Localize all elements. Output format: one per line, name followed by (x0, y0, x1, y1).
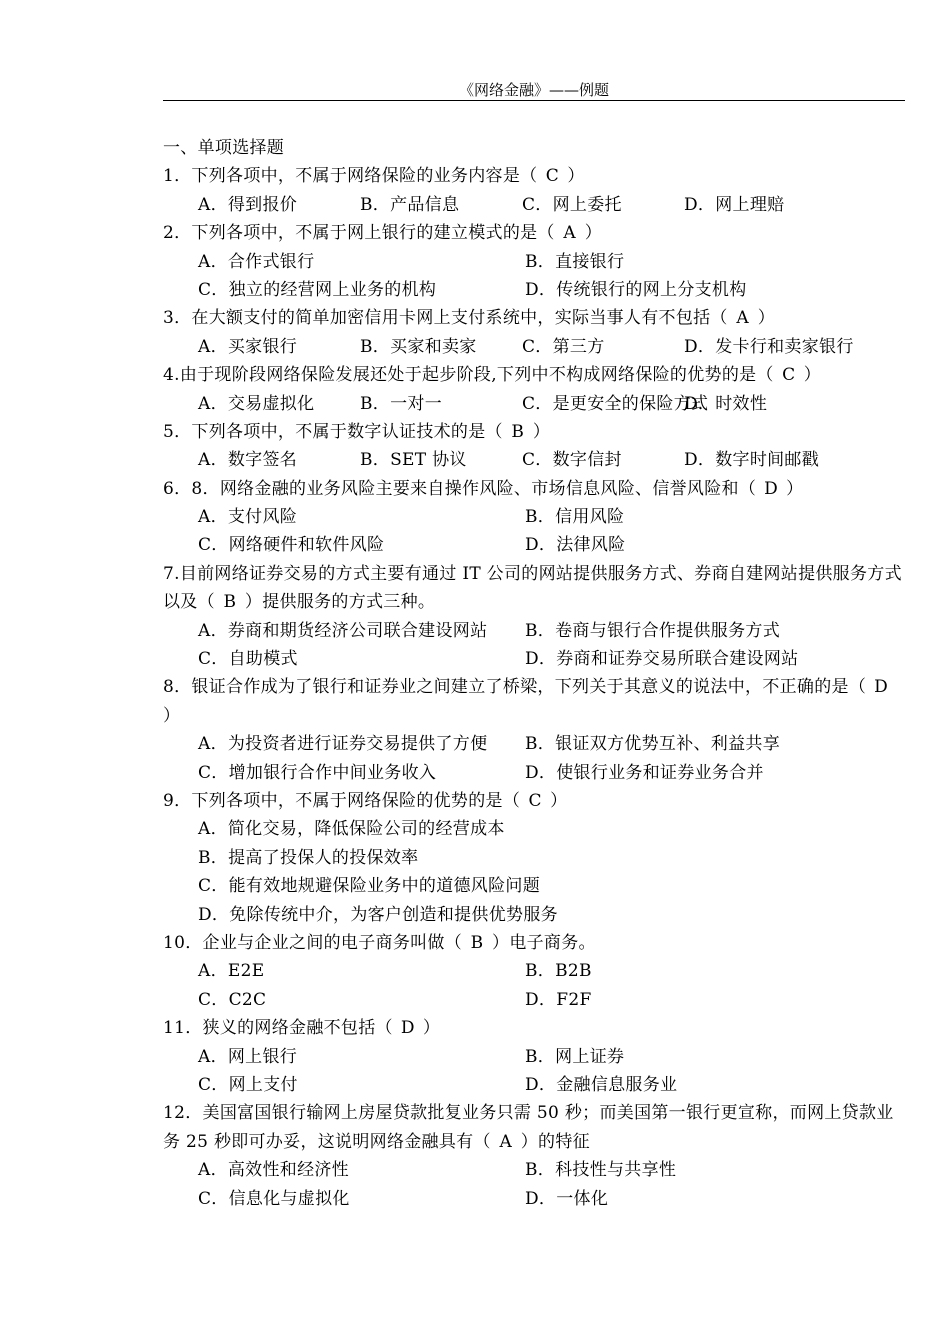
answer-option: C．增加银行合作中间业务收入 (198, 762, 437, 783)
answer-key: D (400, 1018, 415, 1039)
question-list (163, 134, 905, 1213)
answer-option: D．传统银行的网上分支机构 (525, 279, 747, 300)
answer-option: C．是更安全的保险方式 (522, 393, 709, 414)
option-row (163, 531, 905, 559)
answer-key: C (528, 791, 542, 812)
answer-option: A．券商和期货经济公司联合建设网站 (198, 620, 488, 641)
answer-option: B．一对一 (360, 393, 442, 414)
answer-option: B．产品信息 (360, 194, 460, 215)
answer-option: A．为投资者进行证券交易提供了方便 (198, 734, 488, 755)
option-row (163, 986, 905, 1014)
answer-key: D (764, 478, 779, 499)
question-stem (163, 560, 905, 617)
answer-key: C (782, 365, 796, 386)
question-stem (163, 475, 905, 503)
answer-option: B．信用风险 (525, 507, 625, 528)
answer-key: B (470, 933, 484, 953)
section-title: 一、单项选择题 (163, 138, 285, 158)
answer-key: A (499, 1131, 513, 1152)
option-row (163, 815, 905, 843)
question-text: 5．下列各项中，不属于数字认证技术的是（ (163, 421, 503, 442)
answer-option: A．支付风险 (198, 507, 298, 528)
question-text: 10．企业与企业之间的电子商务叫做（ (163, 933, 463, 953)
answer-option: A．简化交易，降低保险公司的经营成本 (198, 819, 505, 840)
question-text-suffix: ） (422, 1018, 441, 1039)
option-row (163, 1043, 905, 1071)
answer-key: C (545, 166, 560, 187)
option-row (163, 759, 905, 787)
option-row (163, 1071, 905, 1099)
question-stem (163, 1014, 905, 1042)
question-text: 3．在大额支付的简单加密信用卡网上支付系统中，实际当事人有不包括（ (163, 308, 728, 329)
question-text-suffix: ） (163, 705, 181, 726)
question-text: 2．下列各项中，不属于网上银行的建立模式的是（ (163, 223, 555, 244)
answer-option: D．网上理赔 (684, 194, 785, 215)
answer-option: D．发卡行和卖家银行 (684, 336, 854, 357)
answer-option: D．F2F (525, 989, 592, 1010)
answer-option: A．合作式银行 (198, 251, 315, 272)
question-text-suffix: ）的特征 (520, 1131, 590, 1152)
answer-key: A (736, 308, 749, 329)
option-row (163, 901, 905, 929)
question-text: 12．美国富国银行输网上房屋贷款批复业务只需 50 秒；而美国第一银行更宣称，而网上贷款业务 25 秒即可办妥，这说明网络金融具有（ (163, 1103, 894, 1152)
question-text: 6．8．网络金融的业务风险主要来自操作风险、市场信息风险、信誉风险和（ (163, 478, 757, 499)
answer-option: B．网上证券 (525, 1046, 625, 1067)
answer-key: B (511, 421, 525, 442)
question-stem (163, 418, 905, 446)
header-divider (163, 100, 905, 101)
option-row (163, 844, 905, 872)
answer-key: B (223, 592, 237, 613)
option-row (163, 333, 905, 361)
option-row (163, 248, 905, 276)
question-text: 4.由于现阶段网络保险发展还处于起步阶段,下列中不构成网络保险的优势的是（ (163, 365, 774, 386)
answer-option: C．网络硬件和软件风险 (198, 535, 385, 556)
answer-option: A．交易虚拟化 (198, 393, 315, 414)
option-row (163, 957, 905, 985)
answer-option: C．C2C (198, 989, 267, 1010)
answer-option: A．得到报价 (198, 194, 298, 215)
answer-option: B．SET 协议 (360, 450, 467, 471)
answer-option: D．法律风险 (525, 535, 626, 556)
answer-option: C．自助模式 (198, 649, 298, 670)
answer-option: C．网上委托 (522, 194, 622, 215)
answer-option: C．独立的经营网上业务的机构 (198, 279, 437, 300)
question-text-suffix: ） (803, 365, 822, 386)
answer-option: A．数字签名 (198, 450, 298, 471)
question-text-suffix: ） (584, 223, 603, 244)
page-header-title: 《网络金融》——例题 (458, 81, 609, 99)
answer-key: D (874, 677, 889, 698)
answer-option: C．信息化与虚拟化 (198, 1188, 350, 1209)
question-text: 8．银证合作成为了银行和证券业之间建立了桥梁，下列关于其意义的说法中，不正确的是（ (163, 677, 867, 698)
question-stem (163, 787, 905, 815)
answer-option: B．卷商与银行合作提供服务方式 (525, 620, 780, 641)
option-row (163, 503, 905, 531)
answer-option: B．科技性与共享性 (525, 1160, 677, 1181)
option-row (163, 191, 905, 219)
question-text-suffix: ） (786, 478, 804, 499)
question-stem (163, 162, 905, 190)
answer-option: C．网上支付 (198, 1074, 298, 1095)
answer-option: A．高效性和经济性 (198, 1160, 349, 1181)
question-text: 1．下列各项中，不属于网络保险的业务内容是（ (163, 166, 538, 187)
answer-option: D．使银行业务和证券业务合并 (525, 762, 764, 783)
answer-option: B．买家和卖家 (360, 336, 477, 357)
option-row (163, 1156, 905, 1184)
option-row (163, 1185, 905, 1213)
question-text-suffix: ） (757, 308, 776, 329)
answer-option: C．能有效地规避保险业务中的道德风险问题 (198, 876, 541, 897)
question-stem (163, 673, 905, 730)
question-stem (163, 929, 905, 957)
option-row (163, 390, 905, 418)
answer-key: A (563, 223, 576, 244)
answer-option: B．B2B (525, 961, 592, 982)
question-text-suffix: ） (532, 421, 551, 442)
question-text: 11．狭义的网络金融不包括（ (163, 1018, 393, 1039)
option-row (163, 645, 905, 673)
question-stem (163, 304, 905, 332)
question-text: 7.目前网络证券交易的方式主要有通过 IT 公司的网站提供服务方式、券商自建网站提供服务方式以及（ (163, 563, 902, 613)
answer-option: D．免除传统中介，为客户创造和提供优势服务 (198, 904, 558, 925)
answer-option: D．券商和证券交易所联合建设网站 (525, 649, 799, 670)
answer-option: C．数字信封 (522, 450, 622, 471)
answer-option: B．银证双方优势互补、利益共享 (525, 734, 780, 755)
question-stem (163, 361, 905, 389)
question-text: 9．下列各项中，不属于网络保险的优势的是（ (163, 791, 521, 812)
answer-option: D．一体化 (525, 1188, 609, 1209)
option-row (163, 446, 905, 474)
question-text-suffix: ）电子商务。 (492, 933, 596, 953)
answer-option: C．第三方 (522, 336, 605, 357)
question-stem (163, 1099, 905, 1156)
answer-option: D．金融信息服务业 (525, 1074, 678, 1095)
question-text-suffix: ） (550, 791, 568, 812)
option-row (163, 276, 905, 304)
option-row (163, 617, 905, 645)
answer-option: B．直接银行 (525, 251, 625, 272)
answer-option: D．数字时间邮戳 (684, 450, 820, 471)
answer-option: A．买家银行 (198, 336, 298, 357)
option-row (163, 730, 905, 758)
answer-option: A．E2E (198, 961, 265, 982)
question-text-suffix: ）提供服务的方式三种。 (244, 592, 436, 613)
question-text-suffix: ） (567, 166, 585, 187)
answer-option: B．提高了投保人的投保效率 (198, 847, 419, 868)
answer-option: D．时效性 (684, 393, 768, 414)
option-row (163, 872, 905, 900)
question-stem (163, 219, 905, 247)
answer-option: A．网上银行 (198, 1046, 298, 1067)
